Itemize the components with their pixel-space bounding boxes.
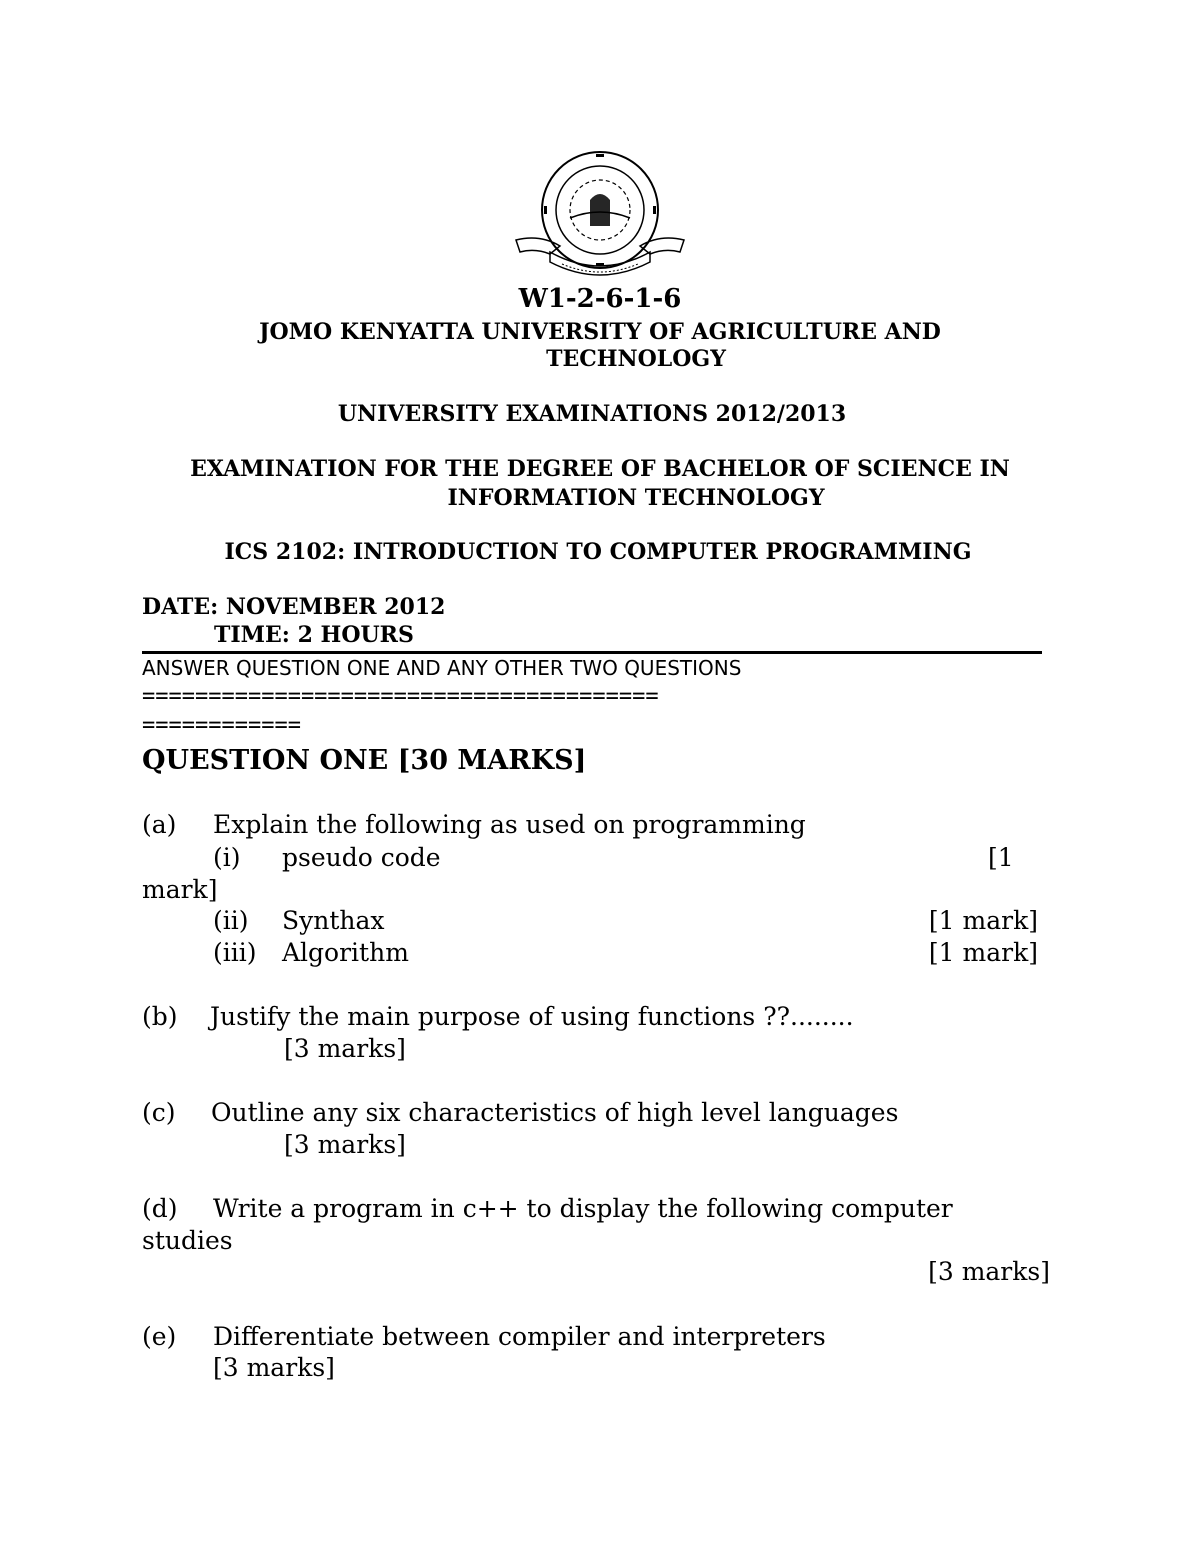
question-c-label: (c) [142,1098,176,1127]
exam-date: DATE: NOVEMBER 2012 [142,594,446,620]
question-e-marks: [3 marks] [213,1353,335,1382]
question-a-text: Explain the following as used on programming [213,810,806,839]
exam-code: W1-2-6-1-6 [518,284,682,314]
exam-session: UNIVERSITY EXAMINATIONS 2012/2013 [337,401,847,427]
header-rule [142,651,1042,654]
question-a-iii-label: (iii) [213,938,257,967]
question-b-label: (b) [142,1002,178,1031]
separator-line2: ============ [142,713,301,738]
question-a-i-marks-wrap: mark] [142,875,218,904]
question-b-marks: [3 marks] [284,1034,406,1063]
exam-time: TIME: 2 HOURS [214,622,414,648]
question-d-text: Write a program in c++ to display the following computer [213,1194,953,1223]
question-one-title: QUESTION ONE [30 MARKS] [142,745,587,776]
university-seal-icon [510,148,690,288]
question-a-ii-label: (ii) [213,906,249,935]
degree-line2: INFORMATION TECHNOLOGY [447,485,825,511]
question-a-i-marks: [1 [988,843,1014,872]
university-name-line2: TECHNOLOGY [546,346,726,372]
question-c-text: Outline any six characteristics of high level languages [211,1098,899,1127]
question-d-text-wrap: studies [142,1226,233,1255]
question-d-label: (d) [142,1194,178,1223]
question-e-text: Differentiate between compiler and interpreters [213,1322,826,1351]
question-e-label: (e) [142,1322,177,1351]
university-name-line1: JOMO KENYATTA UNIVERSITY OF AGRICULTURE AND [259,319,941,345]
question-a-ii-text: Synthax [282,906,385,935]
course-title: ICS 2102: INTRODUCTION TO COMPUTER PROGRAMMING [224,539,972,565]
question-b-text: Justify the main purpose of using functions ??........ [210,1002,854,1031]
question-a-iii-marks: [1 mark] [928,938,1038,967]
question-a-i-text: pseudo code [282,843,441,872]
question-a-iii-text: Algorithm [282,938,409,967]
question-c-marks: [3 marks] [284,1130,406,1159]
question-a-label: (a) [142,810,177,839]
question-a-i-label: (i) [213,843,241,872]
question-a-ii-marks: [1 mark] [928,906,1038,935]
instructions: ANSWER QUESTION ONE AND ANY OTHER TWO QUESTIONS [142,656,742,680]
degree-line1: EXAMINATION FOR THE DEGREE OF BACHELOR OF SCIENCE IN [190,456,1010,482]
question-d-marks: [3 marks] [928,1257,1050,1286]
separator-line1: ======================================= [142,684,659,709]
